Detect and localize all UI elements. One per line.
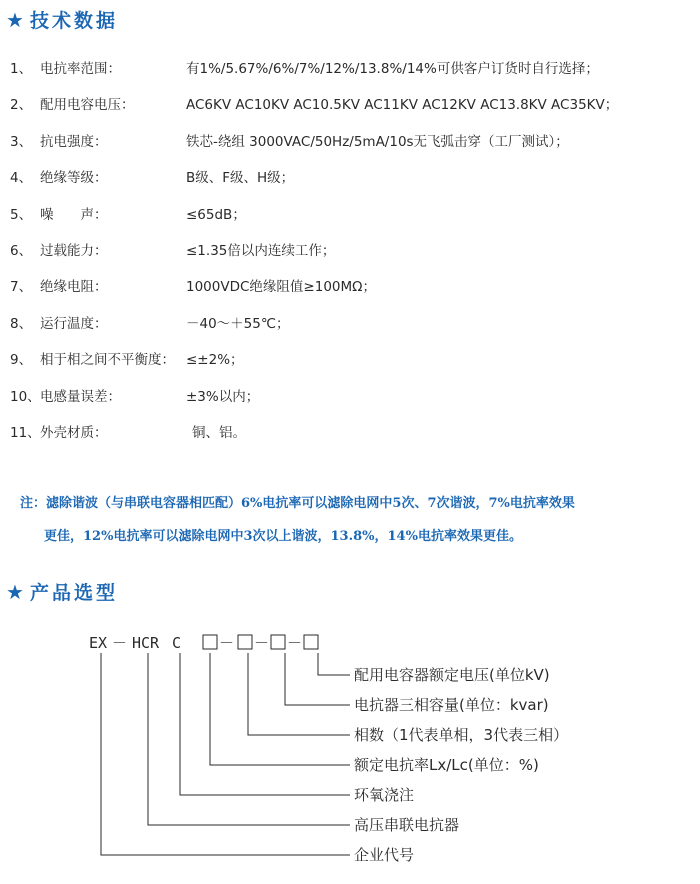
- spec-number: 7、: [10, 279, 33, 296]
- section-title-text: 技术数据: [29, 10, 118, 32]
- spec-label: 绝缘等级：: [40, 170, 108, 187]
- note-line-1: 注：滤除谐波（与串联电容器相匹配）6%电抗率可以滤除电网中5次、7次谐波，7%电抗率效果: [20, 496, 575, 511]
- spec-value: 有1%/5.67%/6%/7%/12%/13.8%/14%可供客户订货时自行选择；: [186, 61, 599, 77]
- section-title-selection: [6, 578, 118, 605]
- code-box-voltage: [304, 635, 318, 649]
- leader-line-series: [148, 653, 350, 825]
- star-icon: ★: [6, 580, 24, 604]
- spec-value: ≤65dB；: [186, 206, 246, 223]
- spec-number: 2、: [10, 97, 33, 114]
- spec-row: [0, 312, 700, 334]
- code-box-phase: [238, 635, 252, 649]
- spec-row: [0, 203, 700, 225]
- desc-voltage: 配用电容器额定电压(单位kV): [354, 666, 550, 684]
- desc-capacity: 电抗器三相容量(单位：kvar): [354, 696, 549, 714]
- model-code-diagram: [0, 620, 700, 880]
- code-type: C: [172, 634, 182, 652]
- spec-row: [0, 166, 700, 188]
- spec-number: 3、: [10, 133, 33, 150]
- spec-row: [0, 275, 700, 297]
- leader-line-voltage: [318, 653, 350, 675]
- spec-number: 6、: [10, 243, 33, 259]
- spec-row: [0, 348, 700, 370]
- spec-row: [0, 239, 700, 261]
- spec-number: 8、: [10, 315, 33, 332]
- desc-company-code: 企业代号: [354, 846, 415, 864]
- note-line-2: 更佳，12%电抗率可以滤除电网中3次以上谐波，13.8%，14%电抗率效果更佳。: [44, 529, 522, 544]
- spec-value: ≤±2%；: [186, 352, 244, 369]
- section-title-text: 产品选型: [29, 582, 118, 604]
- desc-phase: 相数（1代表单相，3代表三相）: [354, 726, 569, 744]
- spec-value: AC6KV AC10KV AC10.5KV AC11KV AC12KV AC13.8KV AC35KV；: [186, 97, 619, 114]
- star-icon: ★: [6, 8, 24, 32]
- spec-value: 铜、铝。: [192, 425, 246, 441]
- desc-epoxy: 环氧浇注: [354, 786, 415, 804]
- spec-number: 5、: [10, 206, 33, 223]
- spec-label: 抗电强度：: [40, 133, 108, 150]
- spec-row: [0, 421, 700, 443]
- spec-label: 噪 声：: [40, 206, 108, 223]
- section-title-specs: [6, 6, 118, 33]
- spec-label: 配用电容电压：: [40, 97, 135, 114]
- code-separator: －: [112, 634, 128, 652]
- spec-label: 相于相之间不平衡度：: [40, 352, 175, 369]
- spec-value: 1000VDC绝缘阻值≥100MΩ；: [186, 279, 376, 296]
- spec-label: 过载能力：: [40, 243, 108, 259]
- spec-row: [0, 93, 700, 115]
- leader-line-epoxy: [180, 653, 350, 795]
- spec-label: 电感量误差：: [40, 388, 121, 405]
- code-separator: －: [219, 634, 235, 652]
- code-box-capacity: [271, 635, 285, 649]
- spec-number: 11、: [10, 425, 41, 441]
- spec-label: 电抗率范围：: [40, 61, 121, 77]
- code-series: HCR: [132, 634, 160, 652]
- spec-number: 9、: [10, 352, 33, 369]
- spec-row: [0, 130, 700, 152]
- spec-value: －40～＋55℃；: [186, 315, 290, 332]
- spec-number: 4、: [10, 170, 33, 187]
- leader-line-reactance-rate: [210, 653, 350, 765]
- spec-value: ≤1.35倍以内连续工作；: [186, 243, 336, 259]
- code-separator: －: [254, 634, 270, 652]
- code-box-reactance-rate: [203, 635, 217, 649]
- spec-value: B级、F级、H级；: [186, 170, 295, 187]
- spec-row: [0, 57, 700, 79]
- leader-line-phase: [248, 653, 350, 735]
- spec-label: 运行温度：: [40, 315, 108, 332]
- spec-value: 铁芯-绕组 3000VAC/50Hz/5mA/10s无飞弧击穿（工厂测试）；: [186, 133, 569, 150]
- spec-number: 10、: [10, 388, 41, 405]
- spec-number: 1、: [10, 61, 33, 77]
- code-separator: －: [287, 634, 303, 652]
- spec-row: [0, 385, 700, 407]
- desc-series-reactor: 高压串联电抗器: [354, 816, 460, 834]
- spec-label: 外壳材质：: [40, 425, 108, 441]
- spec-label: 绝缘电阻：: [40, 279, 108, 296]
- code-prefix: EX: [89, 634, 108, 652]
- spec-value: ±3%以内；: [186, 388, 260, 405]
- desc-reactance-rate: 额定电抗率Lx/Lc(单位：%): [354, 756, 539, 774]
